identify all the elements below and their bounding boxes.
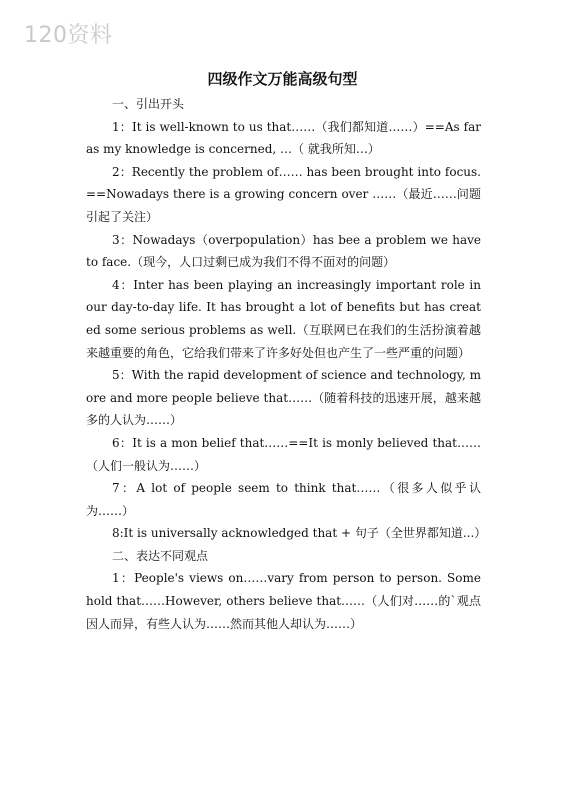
sentence-pattern-item: 5：With the rapid development of science and technology, more and more people believe that……（随着科技的迅速开展，越来越多的人认为……） [86,368,481,428]
sentence-pattern-item: 1：It is well-known to us that……（我们都知道……）==As far as my knowledge is concerned, …（ 就我所知…） [86,119,481,157]
sentence-pattern-item: 3：Nowadays（overpopulation）has bee a problem we have to face.（现今，人口过剩已成为我们不得不面对的问题） [86,232,481,270]
sentence-pattern-item: 8:It is universally acknowledged that + 句子（全世界都知道...） [112,526,487,541]
document-title: 四级作文万能高级句型 [207,70,358,88]
watermark-logo: 120资料 [24,23,113,48]
section-heading: 一、引出开头 [112,97,185,111]
sentence-pattern-item: 1：People's views on……vary from person to person. Some hold that……However, others believe that……（人们对……的`观点因人而异，有些人认为……然而其他人却认为……） [86,571,481,631]
document-body [86,93,487,635]
sentence-pattern-item: 2：Recently the problem of…… has been brought into focus. ==Nowadays there is a growing concern over ……（最近……问题引起了关注） [86,164,481,224]
sentence-pattern-item: 4：Inter has been playing an increasingly important role in our day-to-day life. It has brought a lot of benefits but has created some serious problems as well.（互联网已在我们的生活扮演着越来越重要的角色，它给我们带来了许多好处但也产生了一些严重的问题） [86,277,481,360]
sentence-pattern-item: 7：A lot of people seem to think that……（很多人似乎认为……） [86,481,481,518]
sentence-pattern-item: 6：It is a mon belief that……==It is monly believed that……（人们一般认为……） [86,435,481,473]
section-heading: 二、表达不同观点 [112,548,209,563]
